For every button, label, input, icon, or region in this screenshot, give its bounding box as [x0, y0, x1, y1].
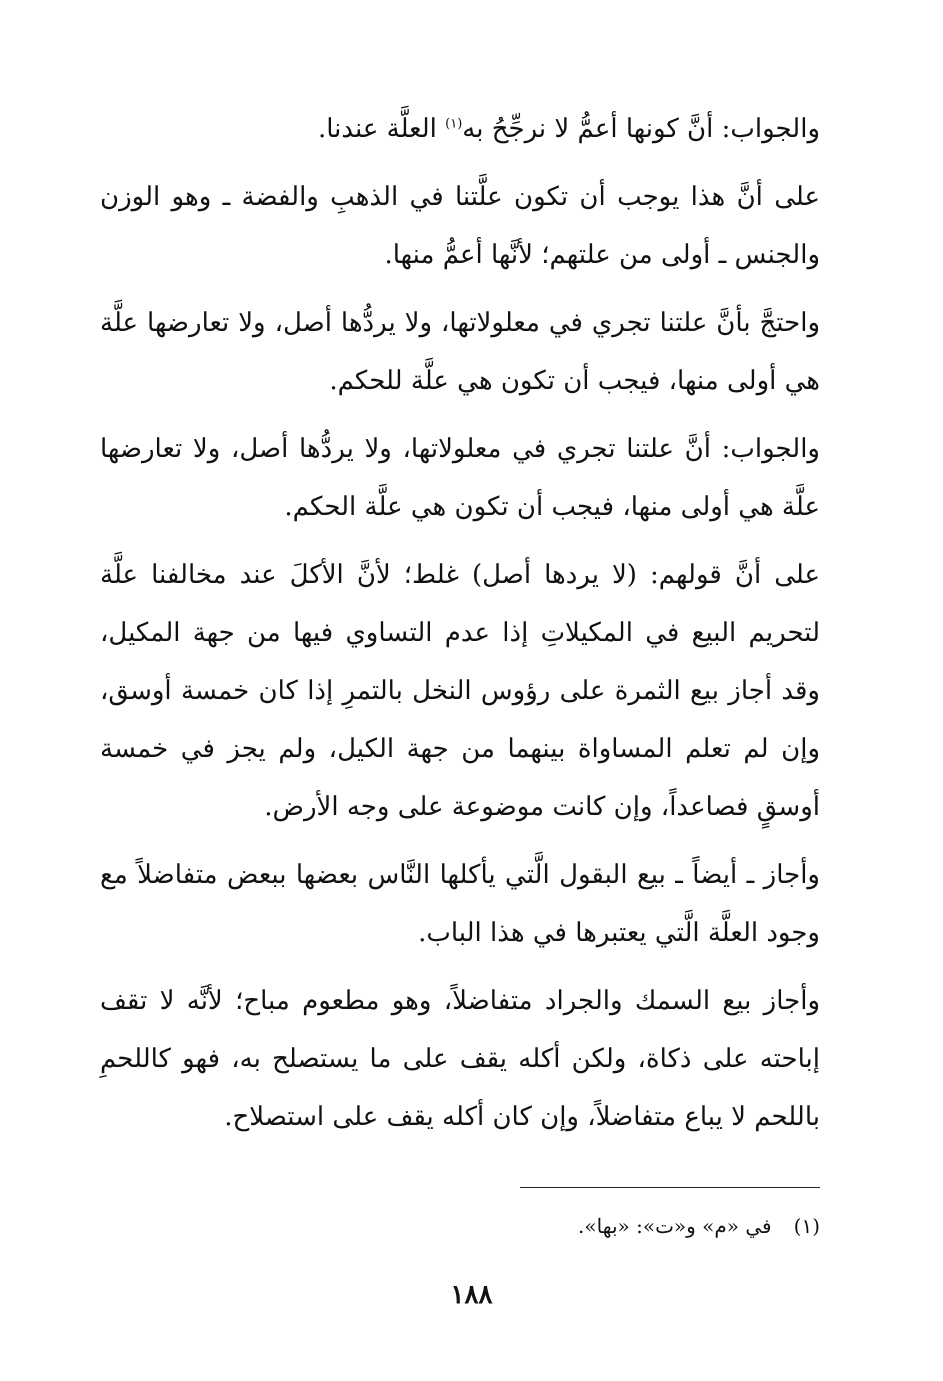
footnote-reference: (١): [445, 116, 463, 132]
paragraph-2: على أنَّ هذا يوجب أن تكون علَّتنا في الذهبِ والفضة ـ وهو الوزن والجنس ـ أولى من علتهم؛ لأنَّها أعمُّ منها.: [100, 182, 820, 270]
footnote: [100, 1206, 820, 1246]
paragraph-4: والجواب: أنَّ علتنا تجري في معلولاتها، ولا يردُّها أصل، ولا تعارضها علَّة هي أولى منها، فيجب أن تكون هي علَّة الحكم.: [100, 434, 820, 522]
paragraph-7: وأجاز بيع السمك والجراد متفاضلاً، وهو مطعوم مباح؛ لأنَّه لا تقف إباحته على ذكاة، ولكن أكله يقف على ما يستصلح به، فهو كاللحمِ باللحم لا يباع متفاضلاً، وإن كان أكله يقف على استصلاح.: [100, 986, 820, 1132]
paragraph-1-text-b: العلَّة عندنا.: [317, 114, 446, 144]
main-text: [100, 100, 820, 1156]
footnote-number: (١): [793, 1214, 820, 1238]
paragraph-5: على أنَّ قولهم: (لا يردها أصل) غلط؛ لأنَّ الأكلَ عند مخالفنا علَّة لتحريم البيع في المكيلاتِ إذا عدم التساوي فيها من جهة المكيل، وقد أجاز بيع الثمرة على رؤوس النخل بالتمرِ إذا كان خمسة أوسق، وإن لم تعلم المساواة بينهما من جهة الكيل، ولم يجز في خمسة أوسقٍ فصاعداً، وإن كانت موضوعة على وجه الأرض.: [100, 560, 820, 822]
footnote-text: في «م» و«ت»: «بها».: [578, 1214, 772, 1238]
paragraph-1: [100, 100, 820, 158]
paragraph-6: وأجاز ـ أيضاً ـ بيع البقول الَّتي يأكلها النَّاس بعضها ببعض متفاضلاً مع وجود العلَّة الَّتي يعتبرها في هذا الباب.: [100, 860, 820, 948]
footnote-separator: [520, 1187, 820, 1188]
page-number: ١٨٨: [450, 1280, 493, 1310]
paragraph-3: واحتجَّ بأنَّ علتنا تجري في معلولاتها، ولا يردُّها أصل، ولا تعارضها علَّة هي أولى منها، فيجب أن تكون هي علَّة للحكم.: [100, 308, 820, 396]
paragraph-1-text-a: والجواب: أنَّ كونها أعمُّ لا نرجِّحُ به: [462, 114, 820, 144]
